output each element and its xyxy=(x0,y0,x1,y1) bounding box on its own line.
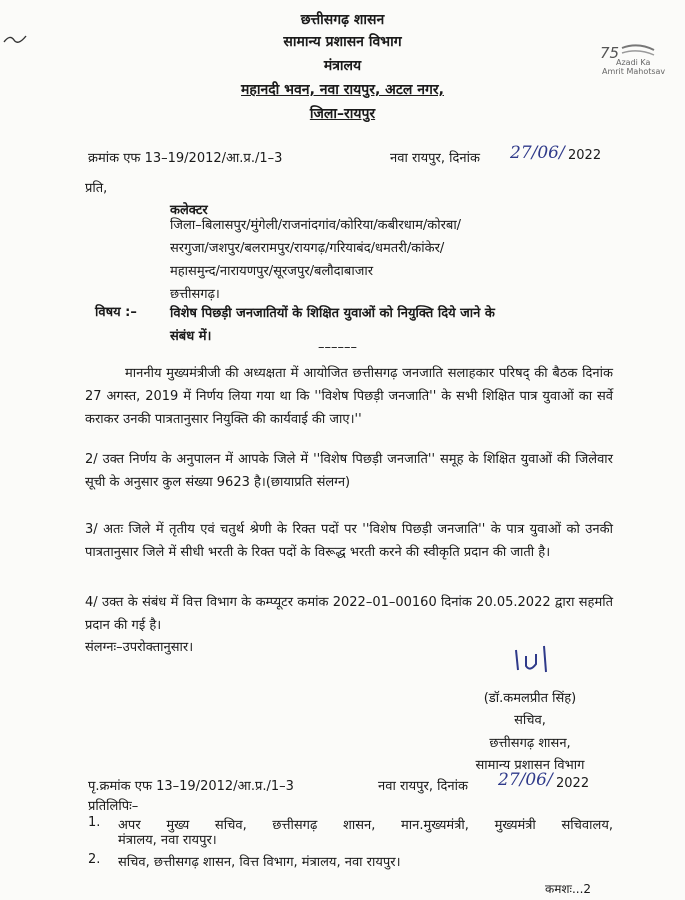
ref-place-date: नवा रायपुर, दिनांक xyxy=(390,151,480,166)
azadi-logo xyxy=(598,40,680,82)
to-designation: कलेक्टर xyxy=(170,203,208,218)
logo-text-1: Azadi Ka xyxy=(616,58,651,67)
body-paragraph-2: 2/ उक्त निर्णय के अनुपालन में आपके जिले में ''विशेष पिछड़ी जनजाति'' समूह के शिक्षित युवाओं की जिलेवार सूची के अनुसार कुल संख्या 9623 है।(छायाप्रति संलग्न) xyxy=(85,452,613,490)
body-paragraph-3: 3/ अतः जिले में तृतीय एवं चतुर्थ श्रेणी के रिक्त पदों पर ''विशेष पिछड़ी जनजाति'' के पात्र युवाओं को उनकी पात्रतानुसार जिले में सीधी भरती के रिक्त पदों के विरूद्ध भरती करने की स्वीकृति प्रदान की जाती है। xyxy=(85,522,613,560)
enclosure: संलग्नः–उपरोक्तानुसार। xyxy=(85,640,194,655)
copy-item-1-num: 1. xyxy=(88,815,101,830)
copy-label: प्रतिलिपिः– xyxy=(88,799,139,814)
header-address: महानदी भवन, नवा रायपुर, अटल नगर, xyxy=(241,82,444,98)
signature-initials xyxy=(510,642,570,682)
copy-item-2-line-1: सचिव, छत्तीसगढ़ शासन, वित्त विभाग, मंत्रालय, नवा रायपुर। xyxy=(118,855,401,870)
districts-line-1: जिला–बिलासपुर/मुंगेली/राजनांदगांव/कोरिया/कबीरधाम/कोरबा/ xyxy=(170,218,462,233)
header-district: जिला–रायपुर xyxy=(309,106,376,122)
ref-date-handwritten: 27/06/ xyxy=(510,143,565,163)
districts-line-3: महासमुन्द/नारायणपुर/सूरजपुर/बलौदाबाजार xyxy=(170,264,374,279)
signatory-govt: छत्तीसगढ़ शासन, xyxy=(489,736,571,751)
header-govt: छत्तीसगढ़ शासन xyxy=(300,12,385,28)
copy-number: पृ.क्रमांक एफ 13–19/2012/आ.प्र./1–3 xyxy=(88,779,294,794)
ref-number: क्रमांक एफ 13–19/2012/आ.प्र./1–3 xyxy=(88,151,283,166)
copy-item-2-num: 2. xyxy=(88,852,101,867)
svg-text:75: 75 xyxy=(600,44,620,62)
subject-line-2: संबंध में। xyxy=(170,329,212,344)
logo-text-2: Amrit Mahotsav xyxy=(602,67,666,76)
separator: –––––– xyxy=(318,340,357,355)
copy-date-handwritten: 27/06/ xyxy=(498,770,553,790)
subject-line-1: विशेष पिछड़ी जनजातियों के शिक्षित युवाओं को नियुक्ति दिये जाने के xyxy=(170,306,495,321)
districts-line-2: सरगुजा/जशपुर/बलरामपुर/रायगढ़/गरियाबंद/धमतरी/कांकेर/ xyxy=(170,241,445,256)
signatory-department: सामान्य प्रशासन विभाग xyxy=(475,758,585,773)
to-districts xyxy=(170,214,461,306)
copy-item-1-line-1: अपर मुख्य सचिव, छत्तीसगढ़ शासन, मान.मुख्यमंत्री, मुख्यमंत्री सचिवालय, xyxy=(118,818,613,833)
copy-place-date: नवा रायपुर, दिनांक xyxy=(378,779,468,794)
to-state: छत्तीसगढ़। xyxy=(170,287,220,302)
continued-note: कमशः...2 xyxy=(545,882,592,896)
header-ministry: मंत्रालय xyxy=(323,58,362,74)
signatory-name: (डॉ.कमलप्रीत सिंह) xyxy=(483,691,577,706)
subject-label: विषय :– xyxy=(95,305,137,320)
subject-text xyxy=(170,302,615,348)
to-prati: प्रति, xyxy=(85,181,108,196)
body-paragraph-4: 4/ उक्त के संबंध में वित्त विभाग के कम्प्यूटर कमांक 2022–01–00160 दिनांक 20.05.2022 द्वारा सहमति प्रदान की गई है। xyxy=(85,595,613,633)
body-paragraph-1: माननीय मुख्यमंत्रीजी की अध्यक्षता में आयोजित छत्तीसगढ़ जनजाति सलाहकार परिषद् की बैठक दिनांक 27 अगस्त, 2019 में निर्णय लिया गया था कि ''विशेष पिछड़ी जनजाति'' के सभी शिक्षित पात्र युवाओं का सर्वे कराकर उनकी पात्रतानुसार नियुक्ति की कार्यवाई की जाए।'' xyxy=(85,366,613,427)
copy-year: 2022 xyxy=(556,776,590,791)
header-department: सामान्य प्रशासन विभाग xyxy=(283,34,402,50)
ref-year: 2022 xyxy=(568,148,602,163)
signatory-designation: सचिव, xyxy=(514,713,546,728)
copy-item-1-line-2: मंत्रालय, नवा रायपुर। xyxy=(118,833,217,848)
